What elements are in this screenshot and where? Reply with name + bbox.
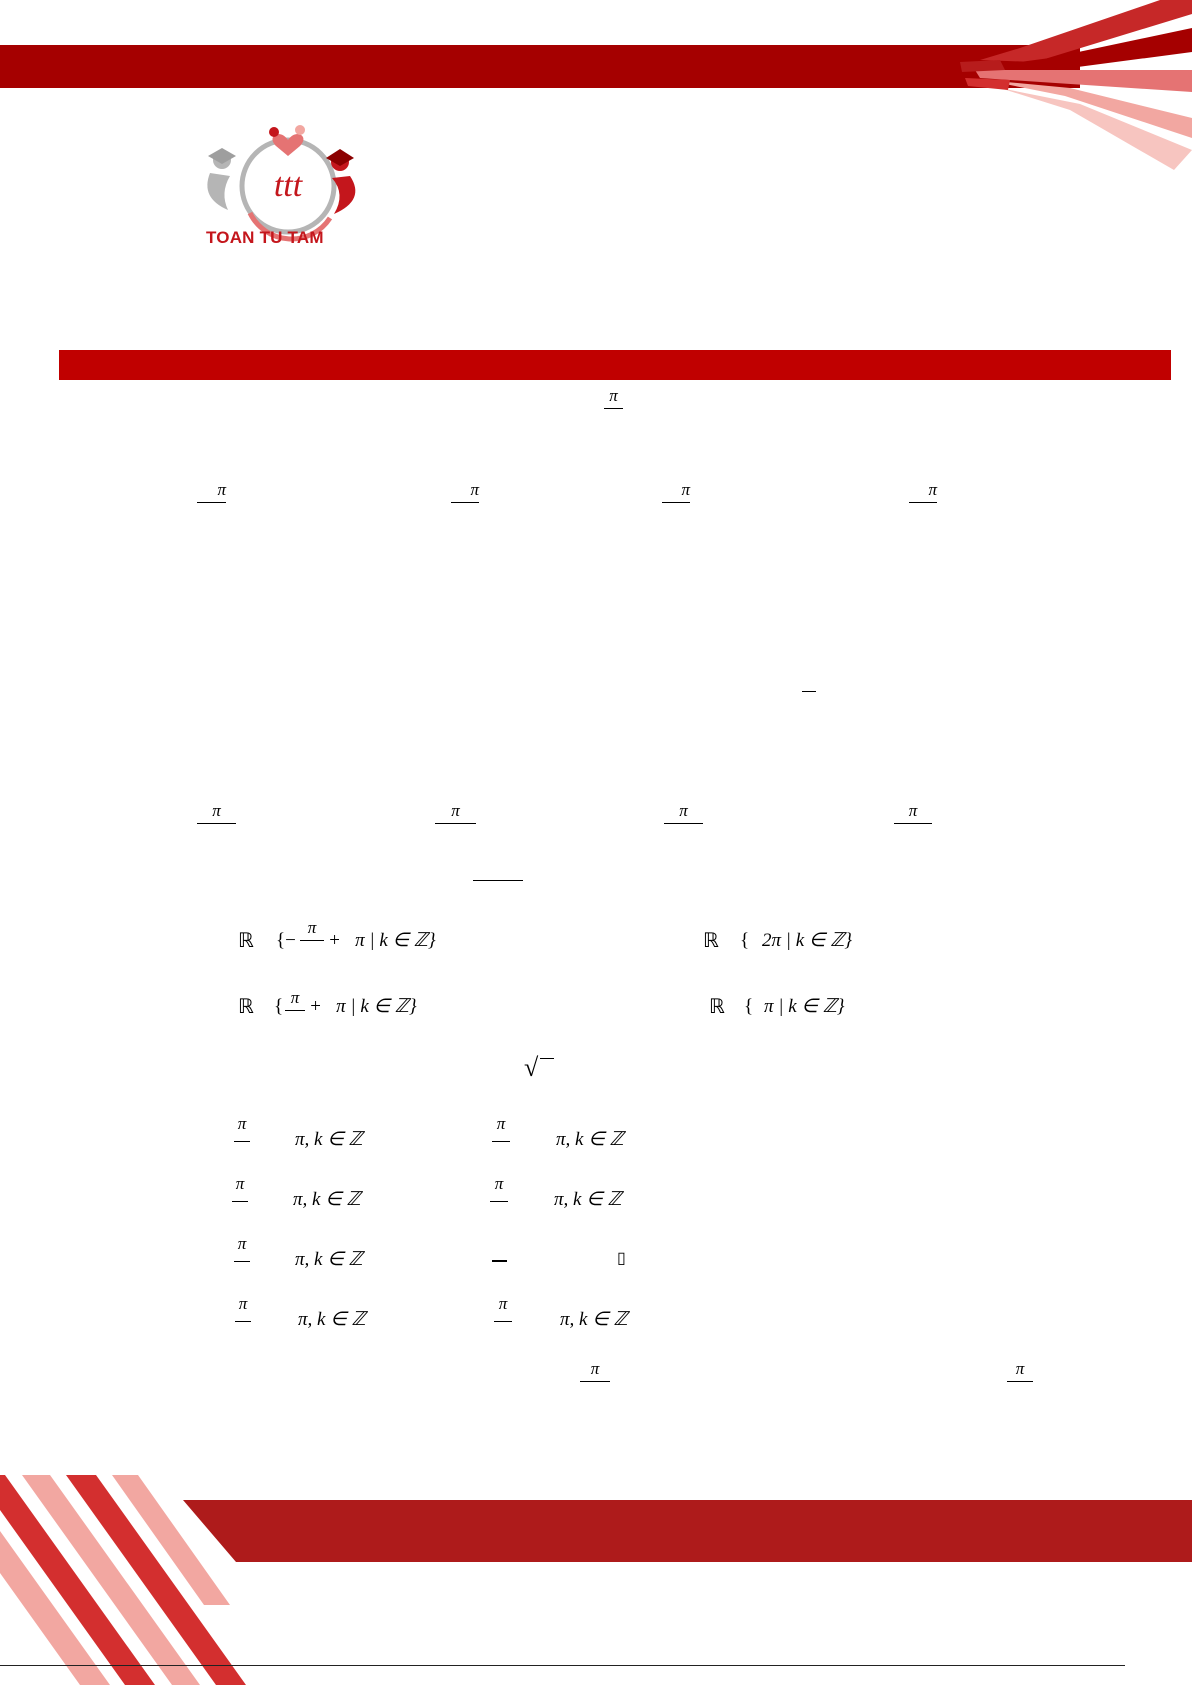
option-fraction-pi: π xyxy=(909,480,937,503)
set-fraction-pi: π xyxy=(285,988,305,1011)
square-root-symbol: √ xyxy=(524,1053,539,1082)
logo-name: TOAN TU TAM xyxy=(206,228,324,247)
set-open-brace: { xyxy=(744,996,754,1017)
fraction-bar xyxy=(802,691,816,692)
section-title-bar xyxy=(59,350,1171,380)
answer-fraction-pi: π xyxy=(234,1115,250,1142)
header-band xyxy=(0,45,1080,88)
footer-line xyxy=(0,1665,1125,1666)
answer-expression: π, k ∈ ℤ xyxy=(295,1129,363,1150)
fraction-pi: π xyxy=(580,1359,610,1382)
set-fraction-pi: π xyxy=(300,918,324,941)
answer-fraction-pi: π xyxy=(490,1175,508,1202)
set-real-numbers: ℝ xyxy=(238,996,254,1018)
answer-fraction-pi: π xyxy=(494,1295,512,1322)
ray xyxy=(965,78,1010,90)
option-fraction-pi: π xyxy=(664,801,703,824)
set-real-numbers: ℝ xyxy=(703,930,719,952)
answer-expression: π, k ∈ ℤ xyxy=(556,1129,624,1150)
set-expression: + π | k ∈ ℤ} xyxy=(328,930,436,951)
set-expression: 2π | k ∈ ℤ} xyxy=(762,930,852,951)
set-real-numbers: ℝ xyxy=(709,996,725,1018)
answer-expression: π, k ∈ ℤ xyxy=(295,1249,363,1270)
ray xyxy=(960,60,1005,72)
option-fraction-pi: π xyxy=(197,801,236,824)
option-fraction-pi: π xyxy=(662,480,690,503)
answer-fraction-pi: π xyxy=(232,1175,248,1202)
answer-expression: π, k ∈ ℤ xyxy=(560,1309,628,1330)
set-open-brace: { xyxy=(740,930,750,951)
footer-decoration xyxy=(0,1475,1192,1685)
answer-fraction-pi: π xyxy=(235,1295,251,1322)
option-fraction-pi: π xyxy=(197,480,226,503)
missing-glyph: ▯ xyxy=(617,1250,626,1267)
fraction-pi: π xyxy=(1007,1359,1033,1382)
square-root-overline xyxy=(540,1058,554,1059)
answer-expression: π, k ∈ ℤ xyxy=(293,1189,361,1210)
option-fraction-pi: π xyxy=(451,480,479,503)
set-expression: π | k ∈ ℤ} xyxy=(764,996,845,1017)
option-fraction-pi: π xyxy=(894,801,932,824)
answer-expression: π, k ∈ ℤ xyxy=(298,1309,366,1330)
answer-fraction-pi: π xyxy=(234,1235,250,1262)
fraction-pi: π xyxy=(604,386,623,409)
set-open-brace: {− xyxy=(276,930,296,951)
answer-fraction-pi: π xyxy=(492,1115,510,1142)
answer-expression: π, k ∈ ℤ xyxy=(554,1189,622,1210)
set-open-brace: { xyxy=(274,996,284,1017)
fraction-bar xyxy=(492,1260,507,1262)
set-real-numbers: ℝ xyxy=(238,930,254,952)
option-fraction-pi: π xyxy=(435,801,476,824)
footer-band xyxy=(183,1500,1192,1562)
set-expression: + π | k ∈ ℤ} xyxy=(309,996,417,1017)
header-rays-decoration xyxy=(960,0,1192,175)
logo-script: ttt xyxy=(273,167,303,204)
fraction-bar xyxy=(473,880,523,881)
